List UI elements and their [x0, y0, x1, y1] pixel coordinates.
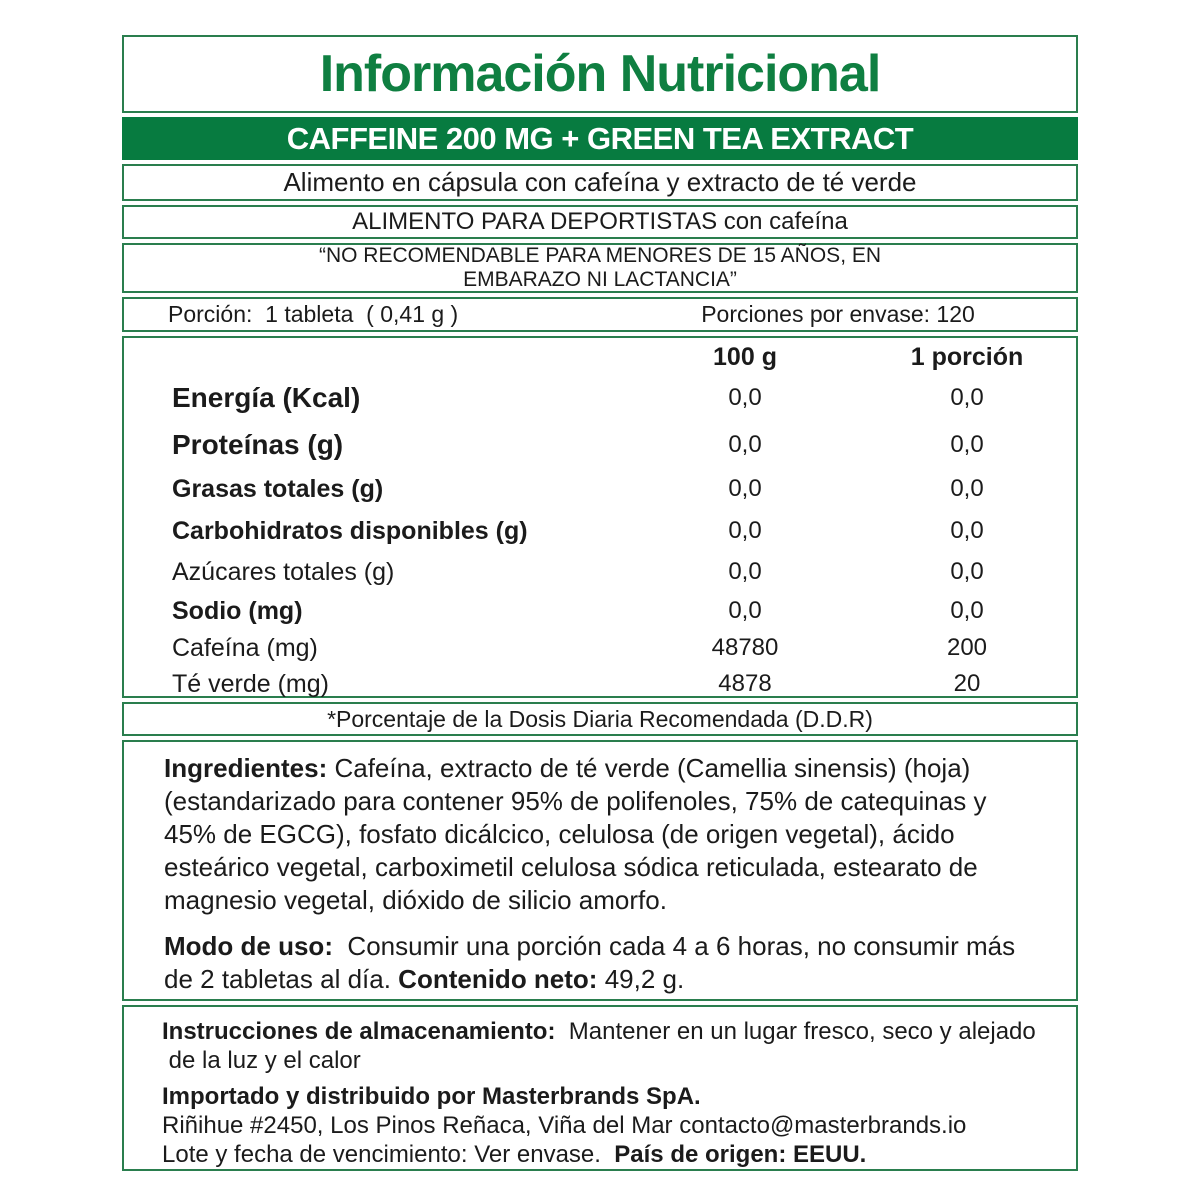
nutrient-label: Proteínas (g) [172, 428, 344, 460]
product-name-text: CAFFEINE 200 MG + GREEN TEA EXTRACT [286, 120, 914, 156]
nutrient-label: Sodio (mg) [172, 596, 303, 625]
warning-line-2: EMBARAZO NI LACTANCIA” [463, 268, 737, 291]
label-title-box [122, 35, 1078, 113]
importer-line-1 [162, 1082, 1046, 1111]
table-row [124, 666, 1076, 702]
nutrient-label: Té verde (mg) [172, 669, 329, 698]
nutrient-label: Carbohidratos disponibles (g) [172, 516, 528, 545]
storage-line-2 [162, 1046, 1046, 1075]
value-per-portion: 200 [946, 634, 988, 661]
table-row [124, 468, 1076, 510]
usage-text: Consumir una porción cada 4 a 6 horas, no consumir más de 2 tabletas al día. [164, 931, 1023, 994]
storage-label: Instrucciones de almacenamiento: [162, 1018, 556, 1045]
nutrient-label: Grasas totales (g) [172, 474, 384, 503]
value-per-100g: 0,0 [728, 597, 762, 624]
value-per-100g: 0,0 [728, 383, 762, 411]
value-per-portion: 0,0 [950, 517, 984, 544]
importer-name-text: Importado y distribuido por Masterbrands SpA. [162, 1083, 701, 1110]
ddr-footnote-row [122, 702, 1078, 736]
warning-line-1: “NO RECOMENDABLE PARA MENORES DE 15 AÑOS, EN [318, 244, 882, 267]
origin-text: País de origen: EEUU. [614, 1141, 867, 1168]
usage-paragraph [164, 930, 1038, 996]
usage-label: Modo de uso: [164, 931, 333, 961]
servings-per-container-text: Porciones por envase: 120 [701, 301, 975, 327]
value-per-portion: 0,0 [950, 430, 984, 458]
value-per-100g: 0,0 [728, 475, 762, 502]
importer-address-line [162, 1111, 1046, 1140]
storage-text-2: de la luz y el calor [162, 1047, 361, 1074]
lot-text: Lote y fecha de vencimiento: Ver envase. [162, 1141, 615, 1168]
nutrition-label [122, 35, 1078, 1171]
nutrient-label: Cafeína (mg) [172, 633, 318, 662]
table-row [124, 374, 1076, 421]
table-header-row [124, 340, 1076, 374]
table-row [124, 630, 1076, 666]
ingredients-paragraph [164, 752, 1038, 917]
table-row [124, 421, 1076, 468]
table-row [124, 510, 1076, 552]
table-row [124, 592, 1076, 630]
nutrient-label: Energía (Kcal) [172, 381, 361, 413]
ingredients-text: Cafeína, extracto de té verde (Camellia sinensis) (hoja) (estandarizado para contener 95% de polifenoles, 75% de catequinas y 45% de EGCG), fosfato dicálcico, celulosa (de origen vegetal), ácido esteárico vegetal, carboximetil celulosa sódica reticulada, estearato de magnesio vegetal, dióxido de silicio amorfo. [164, 753, 994, 915]
importer-address-text: Riñihue #2450, Los Pinos Reñaca, Viña del Mar contacto@masterbrands.io [162, 1112, 967, 1139]
value-per-portion: 0,0 [950, 383, 984, 411]
product-description-text: Alimento en cápsula con cafeína y extracto de té verde [283, 167, 917, 197]
value-per-portion: 20 [953, 670, 981, 697]
serving-size-text: Porción: 1 tableta ( 0,41 g ) [168, 301, 459, 327]
ddr-footnote-text: *Porcentaje de la Dosis Diaria Recomendada (D.D.R) [327, 705, 873, 732]
value-per-100g: 4878 [718, 670, 772, 697]
product-category-row [122, 205, 1078, 239]
storage-paragraph [162, 1017, 1046, 1046]
ingredients-label: Ingredientes: [164, 753, 328, 783]
value-per-100g: 48780 [711, 634, 779, 661]
net-content-value: 49,2 g. [597, 964, 685, 994]
product-category-text: ALIMENTO PARA DEPORTISTAS con cafeína [352, 208, 848, 235]
serving-row [122, 297, 1078, 332]
page-title: Información Nutricional [319, 45, 881, 103]
product-description-row [122, 164, 1078, 201]
value-per-portion: 0,0 [950, 558, 984, 585]
value-per-100g: 0,0 [728, 430, 762, 458]
column-header-portion: 1 porción [910, 342, 1024, 371]
value-per-portion: 0,0 [950, 597, 984, 624]
column-header-100g: 100 g [713, 342, 777, 371]
lot-origin-line [162, 1140, 1046, 1169]
storage-importer-box [122, 1005, 1078, 1171]
product-name-band [122, 117, 1078, 160]
table-row [124, 552, 1076, 592]
value-per-100g: 0,0 [728, 558, 762, 585]
storage-text: Mantener en un lugar fresco, seco y alejado [555, 1018, 1036, 1045]
nutrition-table [122, 336, 1078, 698]
warning-row [122, 243, 1078, 293]
value-per-100g: 0,0 [728, 517, 762, 544]
value-per-portion: 0,0 [950, 475, 984, 502]
ingredients-usage-box [122, 740, 1078, 1001]
net-content-label: Contenido neto: [398, 964, 598, 994]
nutrient-label: Azúcares totales (g) [172, 557, 395, 586]
